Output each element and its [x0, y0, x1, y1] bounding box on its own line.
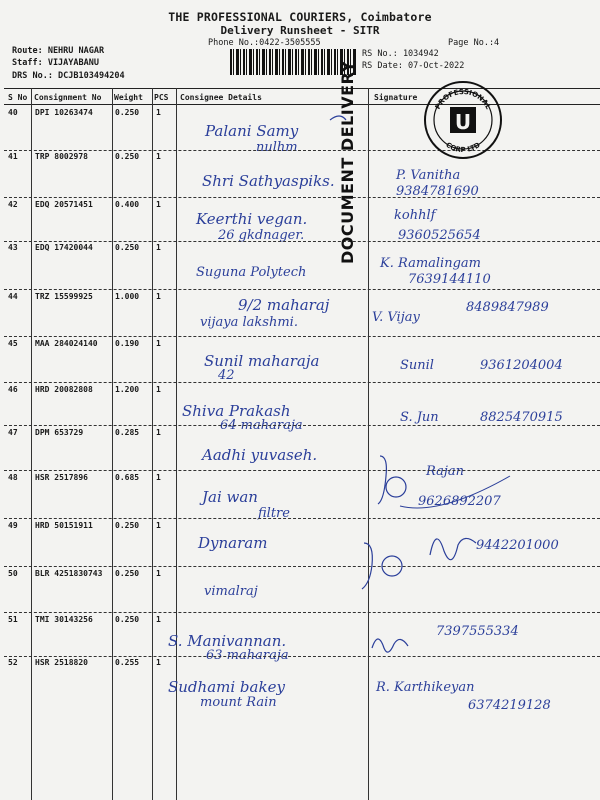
row-serial-number: 40 [8, 108, 18, 117]
row-signature-handwriting: P. Vanitha [396, 168, 461, 183]
rs-number: RS No.: 1034942 [362, 49, 439, 59]
row-weight: 0.250 [115, 108, 140, 117]
row-consignment-number: HSR 2518820 [35, 658, 88, 667]
row-consignee-handwriting: Jai wan [202, 488, 258, 506]
seal-top-text: PROFESSIONAL [433, 87, 493, 111]
row-pieces: 1 [156, 385, 161, 394]
row-pieces: 1 [156, 200, 161, 209]
row-pieces: 1 [156, 473, 161, 482]
row-signature-handwriting: 6374219128 [468, 698, 551, 713]
column-header-signature: Signature [374, 93, 418, 102]
column-header-pcs: PCS [154, 93, 169, 102]
row-consignment-number: DPI 10263474 [35, 108, 93, 117]
row-consignment-number: TRP 8002978 [35, 152, 88, 161]
row-serial-number: 47 [8, 428, 18, 437]
row-weight: 0.190 [115, 339, 140, 348]
row-weight: 0.400 [115, 200, 140, 209]
column-header-consignment: Consignment No [34, 93, 102, 102]
row-pieces: 1 [156, 339, 161, 348]
row-weight: 0.255 [115, 658, 140, 667]
row-pieces: 1 [156, 108, 161, 117]
row-consignee-handwriting: 42 [218, 368, 235, 383]
row-consignee-handwriting: vijaya lakshmi. [200, 315, 298, 330]
row-weight: 1.200 [115, 385, 140, 394]
document-delivery-stamp: DOCUMENT DELIVERY [338, 60, 357, 264]
drs-number: DRS No.: DCJB103494204 [12, 71, 125, 81]
row-pieces: 1 [156, 152, 161, 161]
row-pieces: 1 [156, 521, 161, 530]
row-signature-handwriting: 9384781690 [396, 184, 479, 199]
row-weight: 0.250 [115, 521, 140, 530]
row-pieces: 1 [156, 615, 161, 624]
row-signature-handwriting: 7397555334 [436, 624, 519, 639]
document-subtitle: Delivery Runsheet - SITR [220, 24, 380, 37]
row-consignee-handwriting: 63 maharaja [206, 648, 289, 663]
row-serial-number: 48 [8, 473, 18, 482]
row-consignee-handwriting: 64 maharaja [220, 418, 303, 433]
row-consignment-number: HSR 2517896 [35, 473, 88, 482]
row-consignee-handwriting: S. Manivannan. [168, 632, 287, 650]
row-consignee-handwriting: Shri Sathyaspiks. [202, 172, 335, 190]
row-weight: 0.250 [115, 152, 140, 161]
row-consignee-handwriting: 9/2 maharaj [238, 296, 330, 314]
row-signature-handwriting: 9360525654 [398, 228, 481, 243]
row-consignee-handwriting: Keerthi vegan. [196, 210, 308, 228]
row-consignment-number: MAA 284024140 [35, 339, 98, 348]
row-serial-number: 51 [8, 615, 18, 624]
row-signature-handwriting: 9442201000 [476, 538, 559, 553]
staff-label: Staff: VIJAYABANU [12, 58, 99, 68]
row-weight: 0.250 [115, 569, 140, 578]
row-serial-number: 43 [8, 243, 18, 252]
route-label: Route: NEHRU NAGAR [12, 46, 105, 56]
row-pieces: 1 [156, 569, 161, 578]
rs-date: RS Date: 07-Oct-2022 [362, 61, 465, 71]
row-serial-number: 44 [8, 292, 18, 301]
row-serial-number: 42 [8, 200, 18, 209]
row-consignee-handwriting: Sudhami bakey [168, 678, 285, 696]
row-signature-handwriting: S. Jun [400, 410, 439, 425]
row-consignment-number: BLR 4251830743 [35, 569, 103, 578]
row-serial-number: 41 [8, 152, 18, 161]
row-consignment-number: HRD 50151911 [35, 521, 93, 530]
row-consignee-handwriting: Palani Samy [205, 122, 299, 140]
row-signature-handwriting: 8825470915 [480, 410, 563, 425]
row-weight: 1.000 [115, 292, 140, 301]
row-signature-handwriting: 9361204004 [480, 358, 563, 373]
row-consignee-handwriting: nulhm [256, 140, 298, 155]
row-consignment-number: DPM 653729 [35, 428, 84, 437]
seal-bottom-text: CORP LTD [444, 140, 482, 155]
column-header-weight: Weight [114, 93, 143, 102]
row-serial-number: 50 [8, 569, 18, 578]
row-consignment-number: EDQ 17420044 [35, 243, 93, 252]
row-consignee-handwriting: mount Rain [200, 695, 277, 710]
page-number: Page No.:4 [448, 38, 500, 48]
row-pieces: 1 [156, 292, 161, 301]
row-signature-handwriting: 8489847989 [466, 300, 549, 315]
row-consignee-handwriting: Sunil maharaja [204, 352, 320, 370]
row-serial-number: 52 [8, 658, 18, 667]
row-signature-handwriting: Rajan [426, 464, 464, 479]
row-consignee-handwriting: 26 gkdnager. [218, 228, 305, 243]
document-title: THE PROFESSIONAL COURIERS, Coimbatore [168, 10, 432, 24]
row-pieces: 1 [156, 243, 161, 252]
row-consignee-handwriting: Dynaram [198, 534, 268, 552]
row-consignee-handwriting: Shiva Prakash [182, 402, 291, 420]
seal-logo-letter: U [454, 110, 472, 134]
row-consignee-handwriting: filtre [258, 506, 290, 521]
row-consignment-number: EDQ 20571451 [35, 200, 93, 209]
row-consignee-handwriting: Suguna Polytech [196, 265, 307, 280]
row-serial-number: 46 [8, 385, 18, 394]
row-consignment-number: TMI 30143256 [35, 615, 93, 624]
row-signature-handwriting: R. Karthikeyan [376, 680, 475, 695]
row-consignment-number: HRD 20082808 [35, 385, 93, 394]
row-weight: 0.250 [115, 243, 140, 252]
row-weight: 0.685 [115, 473, 140, 482]
row-weight: 0.285 [115, 428, 140, 437]
row-consignee-handwriting: Aadhi yuvaseh. [202, 446, 318, 464]
row-weight: 0.250 [115, 615, 140, 624]
row-pieces: 1 [156, 428, 161, 437]
row-serial-number: 49 [8, 521, 18, 530]
row-serial-number: 45 [8, 339, 18, 348]
signature-circle-mark [386, 477, 406, 497]
row-signature-handwriting: kohhlf [394, 208, 436, 223]
column-header-sno: S No [8, 93, 28, 102]
row-signature-handwriting: 9626892207 [418, 494, 501, 509]
row-signature-handwriting: Sunil [400, 358, 434, 373]
row-consignment-number: TRZ 15599925 [35, 292, 93, 301]
row-signature-handwriting: K. Ramalingam [380, 256, 481, 271]
column-header-details: Consignee Details [180, 93, 262, 102]
row-pieces: 1 [156, 658, 161, 667]
row-signature-handwriting: V. Vijay [372, 310, 420, 325]
phone-number: Phone No.:0422-3505555 [208, 38, 321, 48]
row-signature-handwriting: 7639144110 [408, 272, 491, 287]
row-consignee-handwriting: vimalraj [204, 584, 258, 599]
